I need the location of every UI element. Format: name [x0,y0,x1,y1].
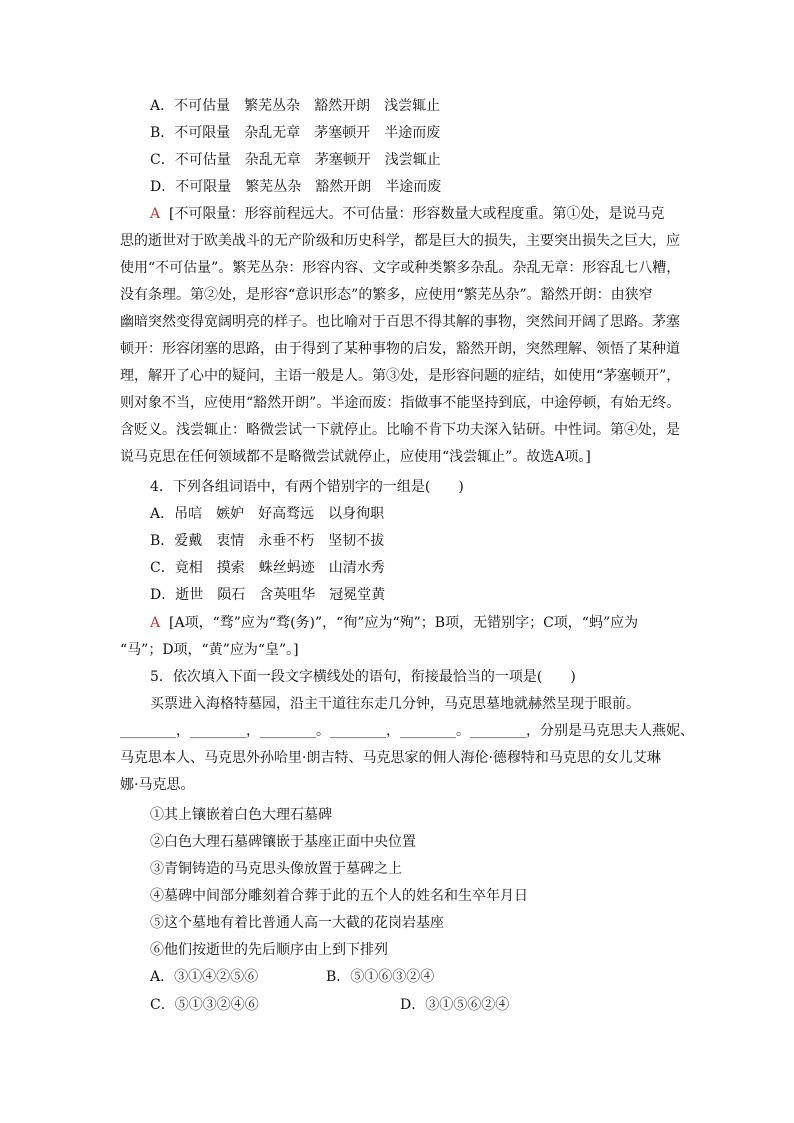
q5-stem: 5．依次填入下面一段文字横线处的语句，衔接最恰当的一项是( ) [150,669,576,685]
q3-explanation-line: 理，解开了心中的疑问，主语一般是人。第③处，是形容问题的症结，如使用“茅塞顿开”， [120,368,681,384]
q5-item: ④墓碑中间部分雕刻着合葬于此的五个人的姓名和生卒年月日 [150,888,528,904]
q5-choice-a: A．③①④②⑤⑥ [150,969,259,985]
q4-explanation-line: “马”；D项，“黄”应为“皇”。] [120,642,299,658]
q3-explanation-line: [不可限量：形容前程远大。不可估量：形容数量大或程度重。第①处，是说马克 [169,206,665,222]
q3-explanation-line: 没有条理。第②处，是形容“意识形态”的繁多，应使用“繁芜丛杂”。豁然开朗：由狭窄 [120,287,653,303]
q4-answer-line [150,614,638,632]
q4-option-a: A．吊唁 嫉妒 好高骛远 以身徇职 [150,506,385,522]
q5-item: ②白色大理石墓碑镶嵌于基座正面中央位置 [150,834,416,850]
q5-choice-b: B．⑤①⑥③②④ [326,969,435,985]
q5-passage-line: 娜·马克思。 [120,777,195,793]
q3-answer-line [150,205,665,223]
q3-explanation-line: 含贬义。浅尝辄止：略微尝试一下就停止。比喻不肯下功夫深入钻研。中性词。第④处，是 [120,422,680,438]
q3-option-c: C．不可估量 杂乱无章 茅塞顿开 浅尝辄止 [150,152,441,168]
q5-item: ⑥他们按逝世的先后顺序由上到下排列 [150,942,388,958]
q4-option-c: C．竟相 摸索 蛛丝蚂迹 山清水秀 [150,560,385,576]
q3-option-d: D．不可限量 繁芜丛杂 豁然开朗 半途而废 [150,179,442,195]
q3-explanation-line: 顿开：形容闭塞的思路，由于得到了某种事物的启发，豁然开朗，突然理解、领悟了某种道 [120,341,680,357]
q3-answer-letter: A [150,206,161,222]
q5-passage-line: 买票进入海格特墓园，沿主干道往东走几分钟，马克思墓地就赫然呈现于眼前。 [150,696,640,712]
q4-option-d: D．逝世 陨石 含英咀华 冠冕堂黄 [150,587,386,603]
q3-explanation-line: 说马克思在任何领域都不是略微尝试就停止，应使用“浅尝辄止”。故选A项。] [120,449,591,465]
q3-explanation-line: 则对象不当，应使用“豁然开朗”。半途而废：指做事不能坚持到底，中途停顿，有始无终。 [120,395,681,411]
q5-item: ⑤这个墓地有着比普通人高一大截的花岗岩基座 [150,915,444,931]
q3-explanation-line: 幽暗突然变得宽阔明亮的样子。也比喻对于百思不得其解的事物，突然间开阔了思路。茅塞 [120,314,680,330]
q5-item: ③青铜铸造的马克思头像放置于墓碑之上 [150,861,402,877]
q4-explanation-line: [A项，“骛”应为“骛(务)”，“徇”应为“殉”；B项，无错别字；C项，“蚂”应为 [169,615,639,631]
q5-choice-d: D．③①⑤⑥②④ [400,997,510,1013]
q5-choice-c: C．⑤①③②④⑥ [150,997,259,1013]
q4-option-b: B．爱戴 衷情 永垂不朽 坚韧不拔 [150,533,385,549]
q3-option-a: A．不可估量 繁芜丛杂 豁然开朗 浅尝辄止 [150,98,441,114]
q5-item: ①其上镶嵌着白色大理石墓碑 [150,807,332,823]
q5-passage-line: 马克思本人、马克思外孙哈里·朗吉特、马克思家的佣人海伦·德穆特和马克思的女儿艾琳 [120,750,661,766]
q4-answer-letter: A [150,615,161,631]
q4-stem: 4．下列各组词语中，有两个错别字的一组是( ) [150,479,464,495]
q3-option-b: B．不可限量 杂乱无章 茅塞顿开 半途而废 [150,125,441,141]
q3-explanation-line: 思的逝世对于欧美战斗的无产阶级和历史科学，都是巨大的损失，主要突出损失之巨大，应 [120,233,680,249]
q5-passage-line: ________，________，________。________，________。________，分别是马克思夫人燕妮、 [120,723,694,739]
q3-explanation-line: 使用“不可估量”。繁芜丛杂：形容内容、文字或种类繁多杂乱。杂乱无章：形容乱七八糟， [120,260,681,276]
